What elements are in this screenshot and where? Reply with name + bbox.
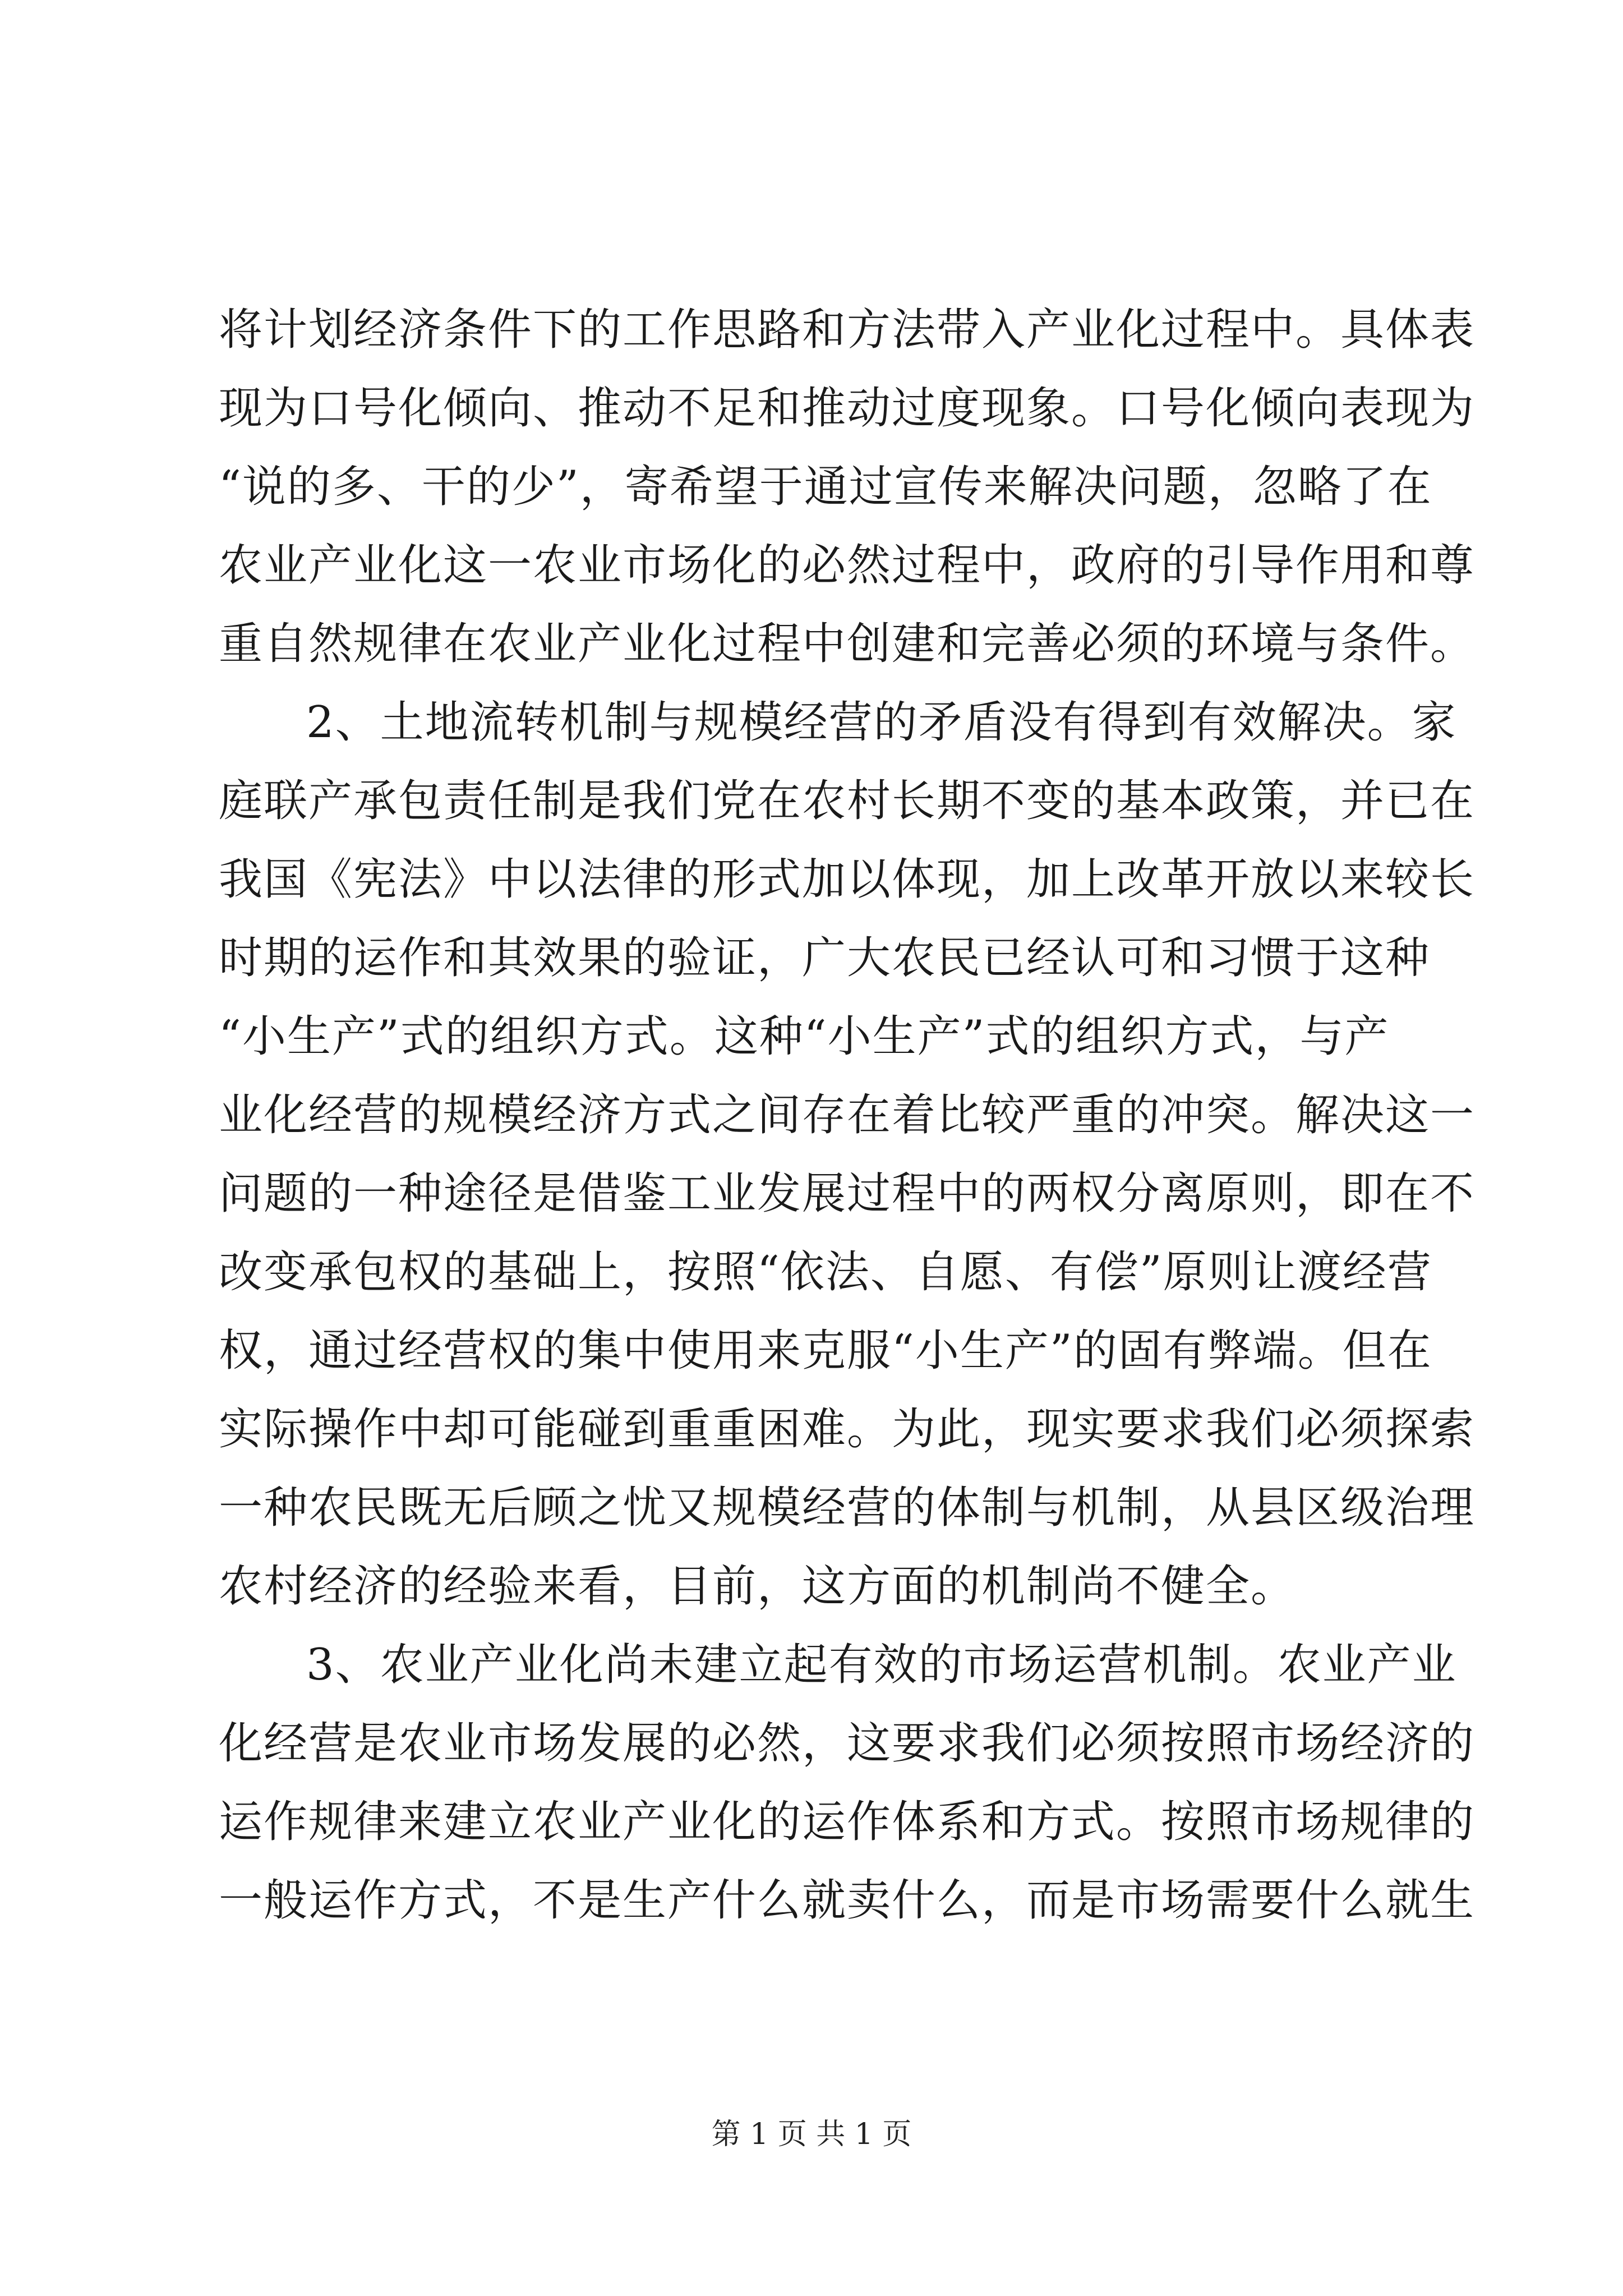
- text-line: 运作规律来建立农业产业化的运作体系和方式。按照市场规律的: [219, 1797, 1476, 1847]
- text-line: 庭联产承包责任制是我们党在农村长期不变的基本政策，并已在: [219, 776, 1476, 826]
- text-line: 一般运作方式，不是生产什么就卖什么，而是市场需要什么就生: [219, 1875, 1476, 1926]
- text-line: 重自然规律在农业产业化过程中创建和完善必须的环境与条件。: [219, 619, 1476, 669]
- paragraph-start-line: 3、农业产业化尚未建立起有效的市场运营机制。农业产业: [306, 1640, 1457, 1690]
- text-line: “小生产”式的组织方式。这种“小生产”式的组织方式，与产: [219, 1011, 1390, 1062]
- text-line: 问题的一种途径是借鉴工业发展过程中的两权分离原则，即在不: [219, 1168, 1476, 1219]
- text-line: 权，通过经营权的集中使用来克服“小生产”的固有弊端。但在: [219, 1326, 1432, 1376]
- text-line: “说的多、干的少”，寄希望于通过宣传来解决问题，忽略了在: [219, 462, 1432, 512]
- text-line: 现为口号化倾向、推动不足和推动过度现象。口号化倾向表现为: [219, 383, 1476, 434]
- text-line: 时期的运作和其效果的验证，广大农民已经认可和习惯于这种: [219, 933, 1431, 983]
- text-line: 将计划经济条件下的工作思路和方法带入产业化过程中。具体表: [219, 305, 1476, 355]
- text-line: 我国《宪法》中以法律的形式加以体现，加上改革开放以来较长: [219, 854, 1476, 905]
- page-number-footer: 第 1 页 共 1 页: [711, 2118, 912, 2151]
- paragraph-start-line: 2、土地流转机制与规模经营的矛盾没有得到有效解决。家: [306, 697, 1457, 748]
- text-line: 农村经济的经验来看，目前，这方面的机制尚不健全。: [219, 1561, 1296, 1612]
- text-line: 业化经营的规模经济方式之间存在着比较严重的冲突。解决这一: [219, 1090, 1476, 1140]
- text-line: 改变承包权的基础上，按照“依法、自愿、有偿”原则让渡经营: [219, 1247, 1432, 1297]
- text-line: 实际操作中却可能碰到重重困难。为此，现实要求我们必须探索: [219, 1404, 1476, 1455]
- text-line: 化经营是农业市场发展的必然，这要求我们必须按照市场经济的: [219, 1718, 1476, 1769]
- text-line: 一种农民既无后顾之忧又规模经营的体制与机制，从县区级治理: [219, 1483, 1476, 1533]
- text-line: 农业产业化这一农业市场化的必然过程中，政府的引导作用和尊: [219, 540, 1476, 591]
